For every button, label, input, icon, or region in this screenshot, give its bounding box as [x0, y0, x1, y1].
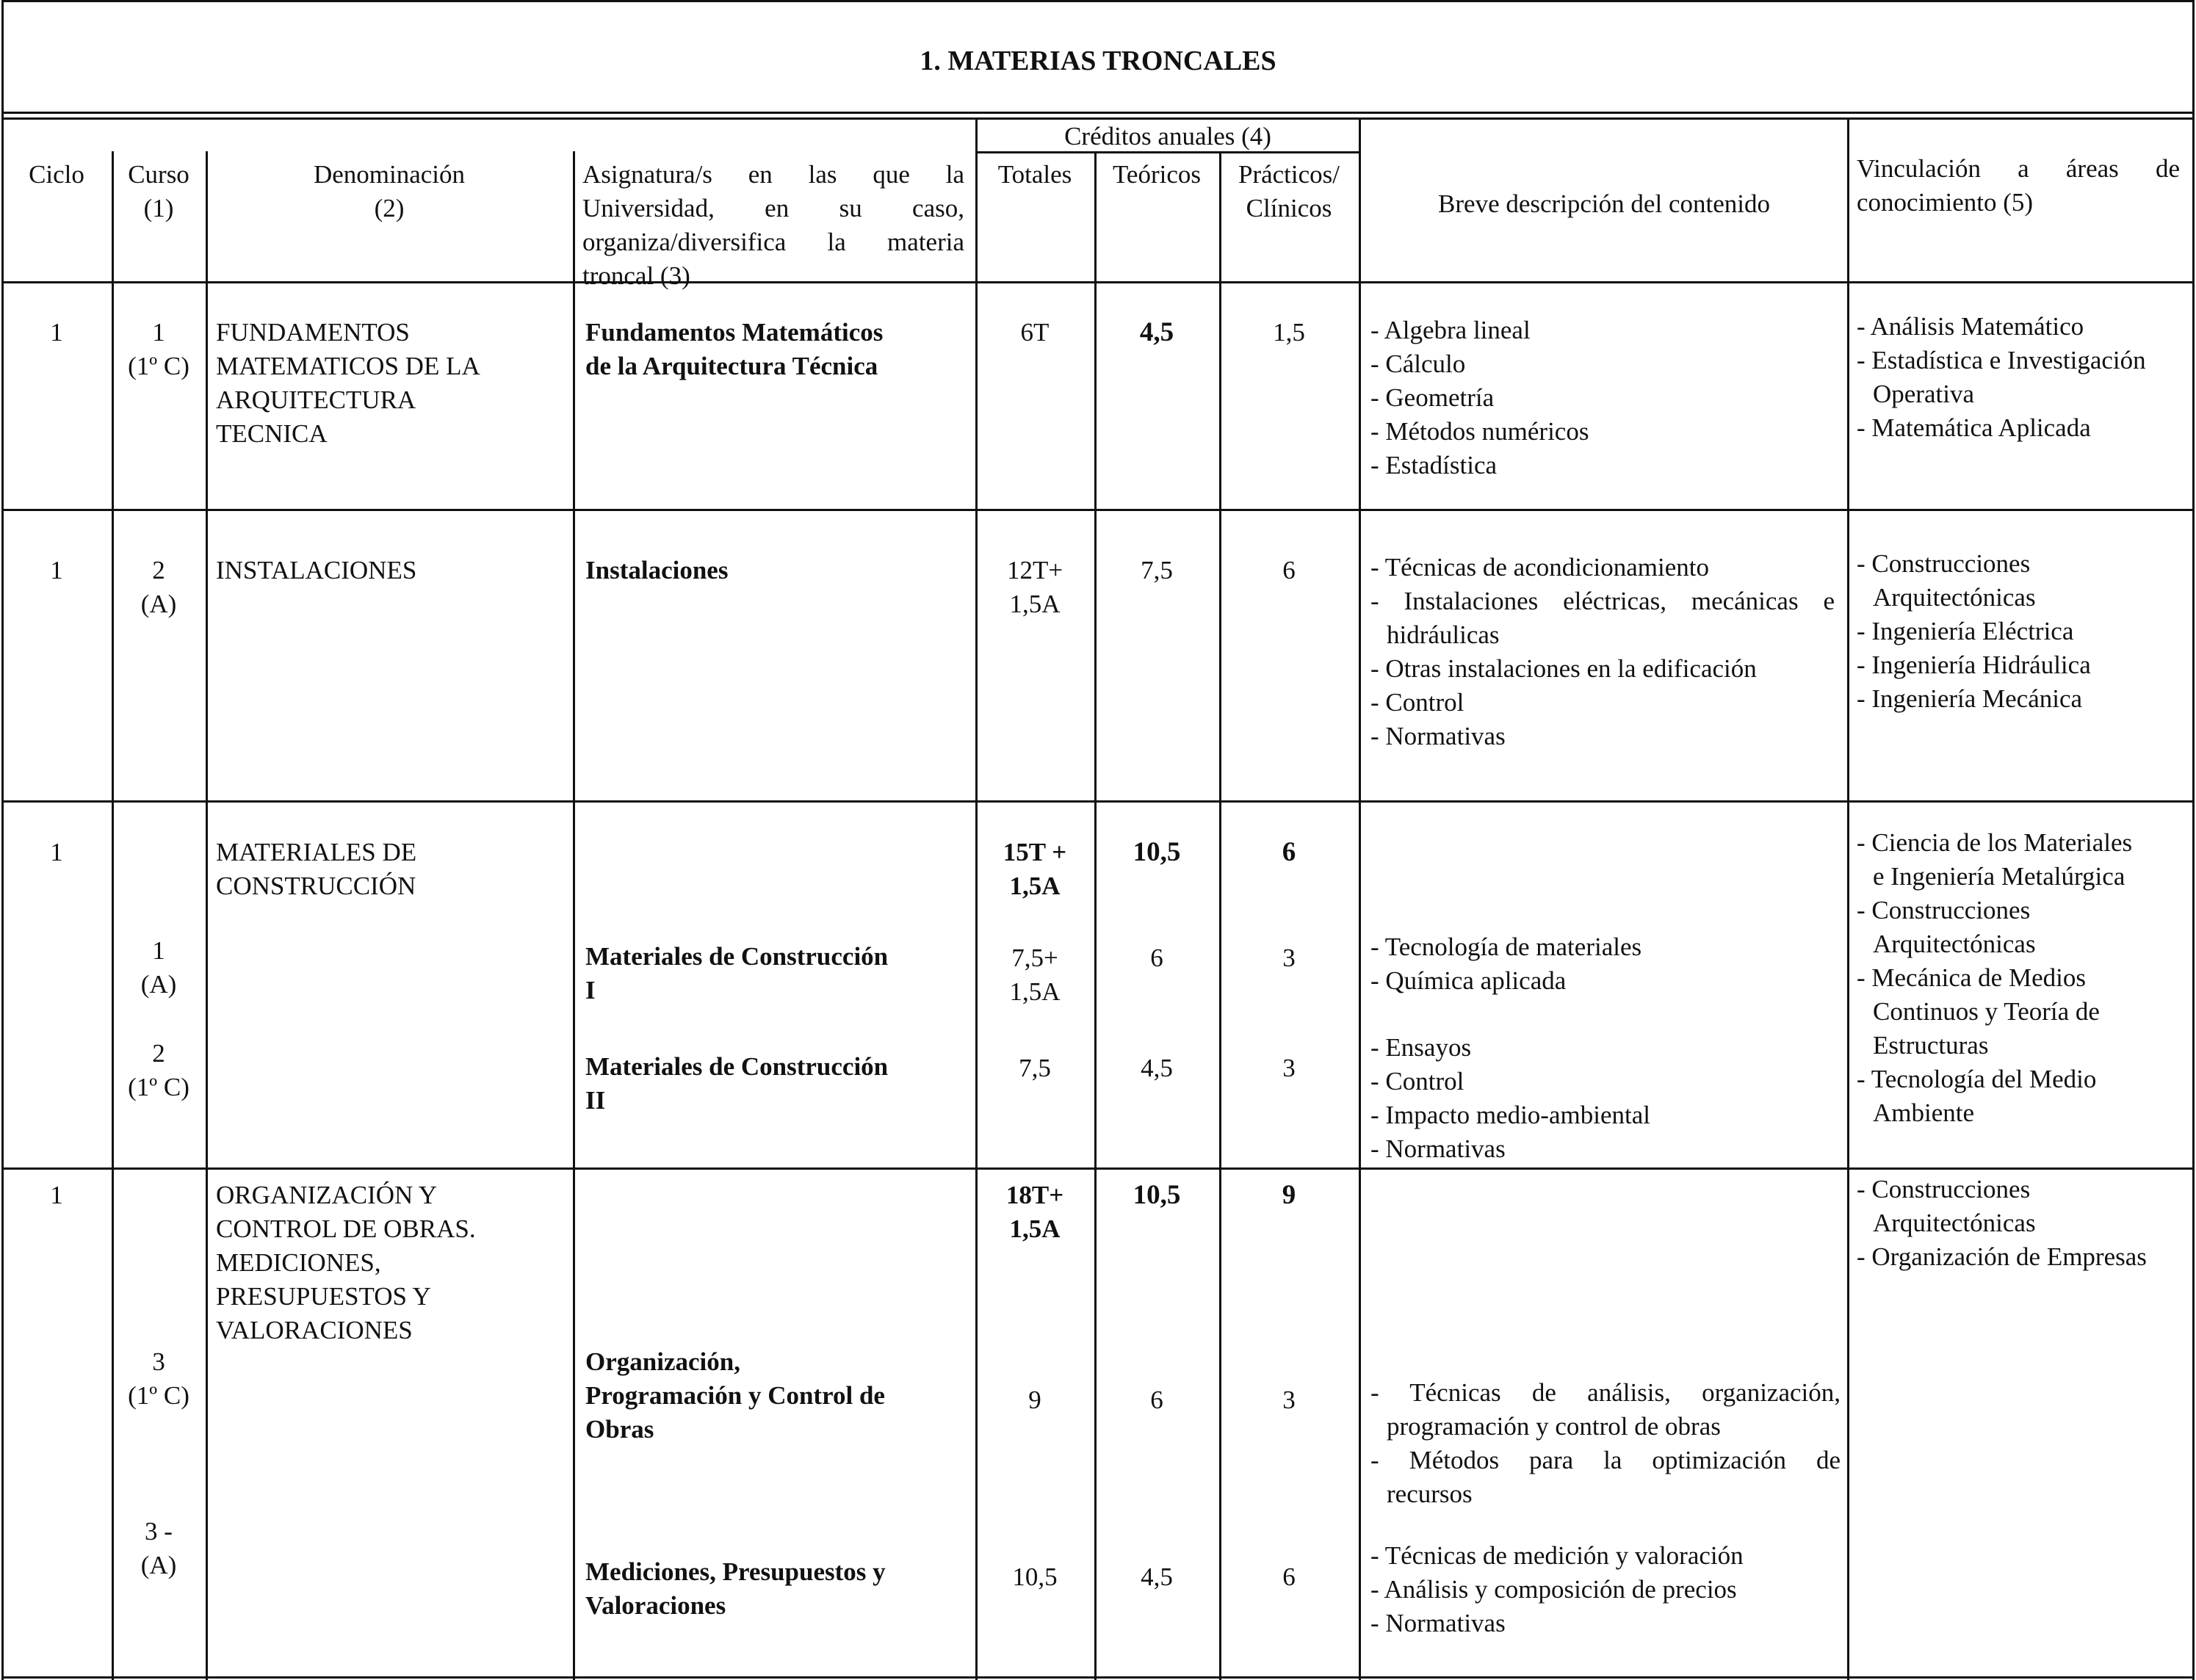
- row4-sub2-descripcion: - Técnicas de medición y valoración - Análisis y composición de precios - Normativas: [1370, 1541, 1744, 1637]
- row3-ciclo: 1: [50, 838, 63, 866]
- practicos-header: Prácticos/ Clínicos: [1238, 160, 1340, 222]
- row4-totales: 18T+ 1,5A: [1005, 1181, 1064, 1243]
- row2-ciclo: 1: [50, 556, 63, 584]
- row4-sub1-teoricos: 6: [1150, 1386, 1163, 1414]
- row3-denominacion: MATERIALES DE CONSTRUCCIÓN: [216, 838, 417, 900]
- row3-sub1-practicos: 3: [1282, 944, 1296, 972]
- row3-vinculacion: - Ciencia de los Materiales e Ingeniería Metalúrgica - Construcciones Arquitectónicas - Mecánica de Medios Continuos y Teoría de Estructuras - Tecnología del Medio Ambiente: [1857, 828, 2133, 1127]
- row4-sub2-curso: 3 - (A): [140, 1517, 177, 1579]
- row2-practicos: 6: [1282, 556, 1296, 584]
- row4-sub2-asignatura: Mediciones, Presupuestos y Valoraciones: [585, 1557, 886, 1620]
- row4-sub1-descripcion: - Técnicas de análisis, organización, programación y control de obras - Métodos para la optimización de recursos: [1370, 1378, 1841, 1508]
- teoricos-header: Teóricos: [1112, 160, 1201, 189]
- col-rule-teoricos: [1219, 151, 1221, 1680]
- row3-sub1-descripcion: - Tecnología de materiales - Química aplicada: [1370, 933, 1642, 995]
- totales-header: Totales: [997, 160, 1072, 189]
- row3-sub1-asignatura: Materiales de Construcción I: [585, 942, 889, 1004]
- page-title: 1. MATERIAS TRONCALES: [920, 46, 1276, 76]
- row4-sub2-practicos: 6: [1282, 1563, 1296, 1591]
- row3-totales: 15T + 1,5A: [1003, 838, 1067, 900]
- col-rule-practicos: [1359, 117, 1361, 1680]
- vinculacion-header: Vinculación a áreas de conocimiento (5): [1857, 154, 2180, 217]
- col-rule-totales: [1094, 151, 1097, 1680]
- row-rule-3: [1, 1167, 2195, 1170]
- row-rule-2: [1, 800, 2195, 803]
- row2-denominacion: INSTALACIONES: [216, 556, 417, 584]
- row4-sub1-practicos: 3: [1282, 1386, 1296, 1414]
- row3-practicos: 6: [1282, 837, 1296, 867]
- row1-descripcion: - Algebra lineal - Cálculo - Geometría - Métodos numéricos - Estadística: [1370, 316, 1589, 479]
- row2-descripcion: - Técnicas de acondicionamiento - Instalaciones eléctricas, mecánicas e hidráulicas - Otras instalaciones en la edificación - Control - Normativas: [1370, 553, 1835, 750]
- row4-sub1-asignatura: Organización, Programación y Control de Obras: [585, 1347, 885, 1444]
- row2-curso: 2 (A): [140, 556, 177, 618]
- row3-sub1-totales: 7,5+ 1,5A: [1009, 944, 1061, 1006]
- denominacion-header: Denominación (2): [313, 160, 466, 222]
- row1-vinculacion: - Análisis Matemático - Estadística e Investigación Operativa - Matemática Aplicada: [1857, 312, 2146, 442]
- asignatura-header: Asignatura/s en las que la Universidad, en su caso, organiza/diversifica la materia troncal (3): [582, 160, 964, 290]
- row4-ciclo: 1: [50, 1181, 63, 1209]
- row1-asignatura: Fundamentos Matemáticos de la Arquitectura Técnica: [585, 318, 884, 380]
- row1-totales: 6T: [1020, 318, 1050, 347]
- row2-totales: 12T+ 1,5A: [1006, 556, 1063, 618]
- row4-vinculacion: - Construcciones Arquitectónicas - Organización de Empresas: [1857, 1175, 2147, 1271]
- row4-sub1-curso: 3 (1º C): [128, 1347, 189, 1410]
- row3-sub2-teoricos: 4,5: [1141, 1054, 1173, 1082]
- row4-sub2-teoricos: 4,5: [1141, 1563, 1173, 1591]
- curso-header: Curso (1): [128, 160, 189, 222]
- row3-sub2-practicos: 3: [1282, 1054, 1296, 1082]
- table-border-top: [1, 0, 2195, 2]
- row1-practicos: 1,5: [1273, 318, 1305, 347]
- row1-denominacion: FUNDAMENTOS MATEMATICOS DE LA ARQUITECTURA TECNICA: [216, 318, 480, 448]
- row2-vinculacion: - Construcciones Arquitectónicas - Ingeniería Eléctrica - Ingeniería Hidráulica - Ingeniería Mecánica: [1857, 549, 2091, 713]
- col-rule-denominacion: [573, 151, 575, 1680]
- row4-practicos: 9: [1282, 1180, 1296, 1210]
- row4-sub2-totales: 10,5: [1012, 1563, 1058, 1591]
- row2-teoricos: 7,5: [1141, 556, 1173, 584]
- row4-denominacion: ORGANIZACIÓN Y CONTROL DE OBRAS. MEDICIONES, PRESUPUESTOS Y VALORACIONES: [216, 1181, 476, 1344]
- row3-teoricos: 10,5: [1133, 837, 1181, 867]
- col-rule-curso: [206, 151, 208, 1680]
- row3-sub1-curso: 1 (A): [140, 936, 177, 999]
- descripcion-header: Breve descripción del contenido: [1438, 189, 1770, 218]
- col-rule-descripcion: [1847, 117, 1849, 1680]
- row-rule-1: [1, 509, 2195, 511]
- row3-sub2-asignatura: Materiales de Construcción II: [585, 1052, 889, 1115]
- row3-sub2-curso: 2 (1º C): [128, 1039, 189, 1101]
- row1-curso: 1 (1º C): [128, 318, 189, 380]
- row4-teoricos: 10,5: [1133, 1180, 1181, 1210]
- creditos-header: Créditos anuales (4): [1064, 122, 1271, 151]
- row3-sub1-teoricos: 6: [1150, 944, 1163, 972]
- table-border-bottom: [1, 1676, 2195, 1679]
- row4-sub1-totales: 9: [1028, 1386, 1041, 1414]
- row2-asignatura: Instalaciones: [585, 556, 729, 584]
- row3-sub2-totales: 7,5: [1019, 1054, 1051, 1082]
- row1-ciclo: 1: [50, 318, 63, 347]
- col-rule-right: [2192, 0, 2195, 1680]
- ciclo-header: Ciclo: [29, 160, 84, 189]
- title-rule: [1, 112, 2195, 114]
- row1-teoricos: 4,5: [1139, 317, 1174, 347]
- header-bottom-rule: [1, 281, 2195, 283]
- row3-sub2-descripcion: - Ensayos - Control - Impacto medio-ambiental - Normativas: [1370, 1033, 1650, 1163]
